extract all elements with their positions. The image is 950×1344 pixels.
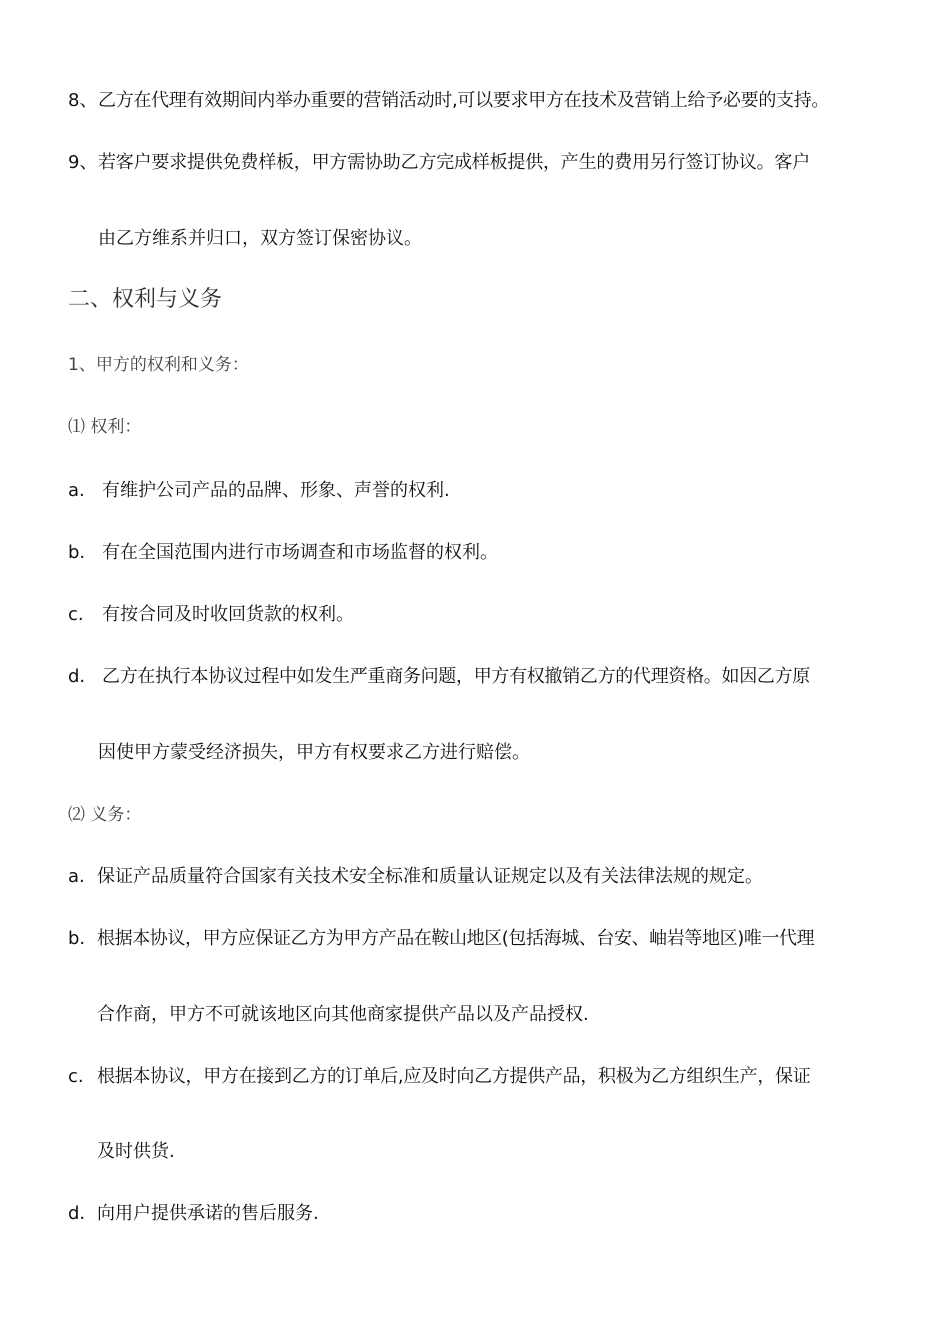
rights-heading: ⑴ 权利： xyxy=(68,417,142,437)
list-item-9-continuation: 由乙方维系并归口，双方签订保密协议。 xyxy=(98,228,422,249)
obligations-item-c xyxy=(68,1064,810,1090)
rights-item-c xyxy=(68,602,354,628)
item-marker: b. xyxy=(68,542,86,563)
rights-item-a xyxy=(68,478,450,504)
list-item-8 xyxy=(68,88,829,114)
obligations-item-b-continuation: 合作商，甲方不可就该地区向其他商家提供产品以及产品授权. xyxy=(97,1004,589,1025)
rights-item-b xyxy=(68,540,498,566)
item-text: 保证产品质量符合国家有关技术安全标准和质量认证规定以及有关法律法规的规定。 xyxy=(97,866,763,887)
item-text: 向用户提供承诺的售后服务. xyxy=(97,1203,319,1224)
obligations-item-a xyxy=(68,864,763,890)
rights-item-d xyxy=(68,664,810,690)
section-heading: 二、权利与义务 xyxy=(68,287,223,312)
obligations-heading: ⑵ 义务： xyxy=(68,805,142,825)
party-a-heading: 1、甲方的权利和义务： xyxy=(68,355,249,375)
item-marker: d. xyxy=(68,1203,86,1224)
item-text: 有按合同及时收回货款的权利。 xyxy=(102,604,354,625)
item-marker: a. xyxy=(68,480,85,501)
item-marker: c. xyxy=(68,604,84,625)
item-marker: d. xyxy=(68,666,86,687)
obligations-item-d xyxy=(68,1201,319,1227)
item-marker: a. xyxy=(68,866,85,887)
obligations-item-c-continuation: 及时供货. xyxy=(97,1141,175,1162)
item-text: 乙方在代理有效期间内举办重要的营销活动时,可以要求甲方在技术及营销上给予必要的支持。 xyxy=(98,90,830,111)
item-text: 乙方在执行本协议过程中如发生严重商务问题，甲方有权撤销乙方的代理资格。如因乙方原 xyxy=(102,666,810,687)
item-text: 有维护公司产品的品牌、形象、声誉的权利. xyxy=(102,480,450,501)
item-text: 有在全国范围内进行市场调查和市场监督的权利。 xyxy=(102,542,498,563)
item-marker: b. xyxy=(68,928,86,949)
item-text: 若客户要求提供免费样板，甲方需协助乙方完成样板提供，产生的费用另行签订协议。客户 xyxy=(98,152,810,173)
item-marker: c. xyxy=(68,1066,84,1087)
item-text: 根据本协议，甲方应保证乙方为甲方产品在鞍山地区(包括海城、台安、岫岩等地区)唯一代理 xyxy=(97,928,815,949)
item-text: 根据本协议，甲方在接到乙方的订单后,应及时向乙方提供产品，积极为乙方组织生产，保证 xyxy=(97,1066,811,1087)
list-item-9 xyxy=(68,150,810,176)
rights-item-d-continuation: 因使甲方蒙受经济损失，甲方有权要求乙方进行赔偿。 xyxy=(98,742,530,763)
obligations-item-b xyxy=(68,926,814,952)
item-marker: 9、 xyxy=(68,152,98,173)
item-marker: 8、 xyxy=(68,90,98,111)
